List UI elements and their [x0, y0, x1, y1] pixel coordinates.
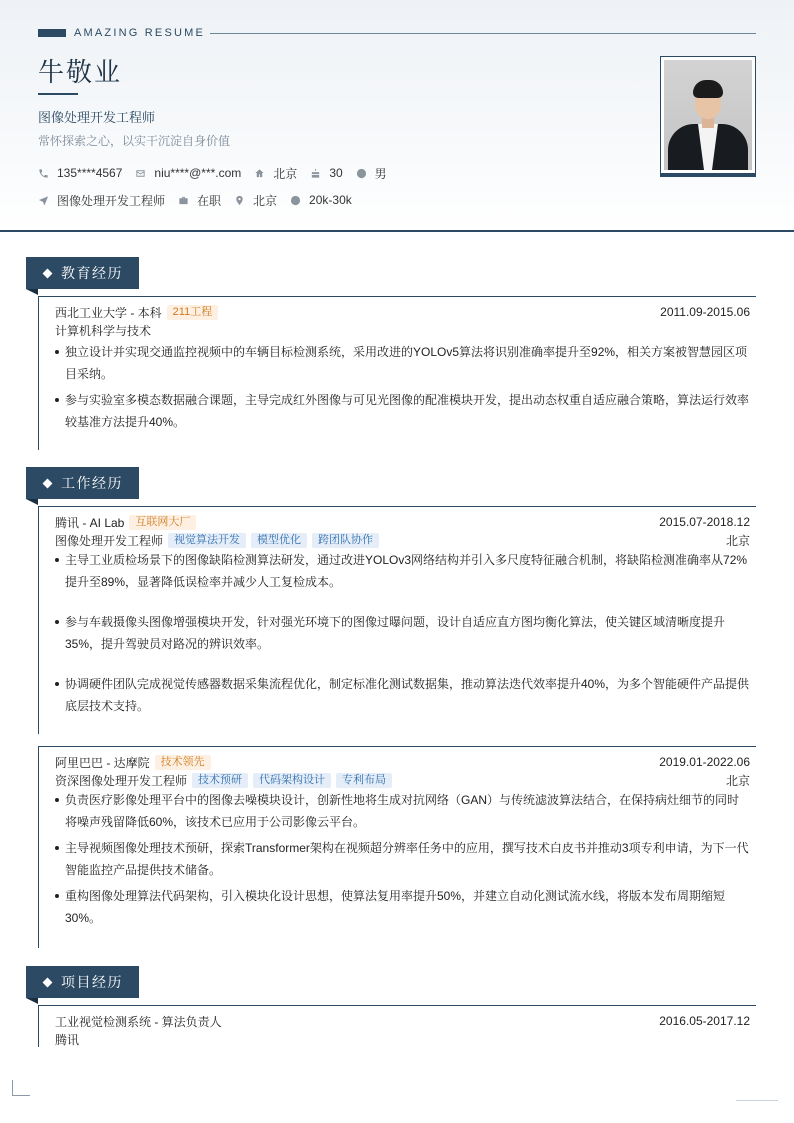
work-bullet: 主导视频图像处理技术预研，探索Transformer架构在视频超分辨率任务中的应用，撰写技术白皮书并推动3项专利申请，为下一代智能监控产品提供技术储备。: [39, 837, 756, 881]
intent-status: [178, 192, 221, 209]
age-text: 30: [329, 166, 343, 180]
work-entry-head: [39, 753, 756, 771]
job-title: 资深图像处理开发工程师: [55, 773, 188, 788]
money-icon: [290, 195, 301, 206]
gender-text: 男: [374, 166, 387, 181]
send-icon: [38, 195, 49, 206]
profile-photo-frame: [660, 56, 756, 174]
tagline-bar: [38, 29, 66, 37]
section-title-text: 教育经历: [61, 265, 123, 281]
work-entry-sub: [39, 771, 756, 789]
intent-salary: [290, 193, 352, 207]
section-title-text: 项目经历: [61, 974, 123, 990]
intent-position-text: 图像处理开发工程师: [57, 193, 166, 208]
education-entry: [38, 296, 756, 450]
briefcase-icon: [178, 195, 189, 206]
project-entry: [38, 1005, 756, 1047]
tagline-row: [38, 26, 756, 40]
resume-header: [0, 0, 794, 232]
project-org: 腾讯: [55, 1032, 80, 1047]
company-tag: 互联网大厂: [129, 515, 196, 530]
phone-text: 135****4567: [57, 166, 123, 180]
project-entry-head: [39, 1012, 756, 1030]
work-date: 2019.01-2022.06: [659, 755, 750, 769]
major: 计算机科学与技术: [55, 323, 152, 338]
skill-tag: 视觉算法开发: [168, 533, 246, 548]
candidate-name: 牛敬业: [38, 58, 123, 88]
work-date: 2015.07-2018.12: [659, 515, 750, 529]
cake-icon: [310, 168, 321, 179]
skill-tag: 技术预研: [192, 773, 248, 788]
work-entry: [38, 746, 756, 948]
work-bullet: 协调硬件团队完成视觉传感器数据采集流程优化，制定标准化测试数据集，推动算法迭代效率提升40%，为多个智能硬件产品提供底层技术支持。: [39, 673, 756, 717]
work-bullet: 主导工业质检场景下的图像缺陷检测算法研发，通过改进YOLOv3网络结构并引入多尺度特征融合机制，将缺陷检测准确率从72%提升至89%，显著降低误检率并减少人工复检成本。: [39, 549, 756, 593]
company-tag: 技术领先: [155, 755, 211, 770]
project-date: 2016.05-2017.12: [659, 1014, 750, 1028]
section-title-work: [26, 467, 139, 499]
intent-position: [38, 192, 165, 209]
education-entry-head: [39, 303, 756, 321]
gender-icon: [356, 168, 367, 179]
phone-icon: [38, 168, 49, 179]
info-email: [135, 166, 241, 180]
education-entry-sub: [39, 321, 756, 339]
home-icon: [254, 168, 265, 179]
info-age: [310, 166, 342, 180]
work-entry-sub: [39, 531, 756, 549]
work-entry: [38, 506, 756, 734]
work-entry-head: [39, 513, 756, 531]
candidate-motto: 常怀探索之心，以实干沉淀自身价值: [38, 134, 231, 148]
work-bullet: 重构图像处理算法代码架构，引入模块化设计思想，使算法复用率提升50%，并建立自动化测试流水线，将版本发布周期缩短30%。: [39, 885, 756, 929]
email-text: niu****@***.com: [154, 166, 242, 180]
info-home: [254, 165, 297, 182]
intent-status-text: 在职: [197, 193, 222, 208]
contact-info-row: [38, 165, 400, 181]
work-bullet: 参与车载摄像头图像增强模块开发，针对强光环境下的图像过曝问题，设计自适应直方图均衡化算法，使关键区域清晰度提升35%，提升驾驶员对路况的辨识效率。: [39, 611, 756, 655]
intent-city: [234, 192, 277, 209]
tagline-divider: [210, 33, 756, 34]
candidate-role: 图像处理开发工程师: [38, 110, 156, 125]
diamond-icon: [43, 268, 53, 278]
education-date: 2011.09-2015.06: [660, 305, 750, 319]
diamond-icon: [43, 977, 53, 987]
skill-tag: 代码架构设计: [253, 773, 331, 788]
work-city: 北京: [725, 773, 750, 788]
school-tag: 211工程: [167, 305, 219, 320]
tagline-text: AMAZING RESUME: [74, 27, 206, 39]
skill-tag: 专利布局: [336, 773, 392, 788]
project-entry-sub: [39, 1030, 756, 1048]
section-title-text: 工作经历: [61, 475, 123, 491]
mail-icon: [135, 168, 146, 179]
education-bullet: 参与实验室多模态数据融合课题，主导完成红外图像与可见光图像的配准模块开发，提出动态权重自适应融合策略，算法运行效率较基准方法提升40%。: [39, 389, 756, 433]
intent-city-text: 北京: [253, 193, 278, 208]
skill-tag: 模型优化: [251, 533, 307, 548]
work-bullet: 负责医疗影像处理平台中的图像去噪模块设计，创新性地将生成对抗网络（GAN）与传统滤波算法结合，在保持病灶细节的同时将噪声残留降低60%，该技术已应用于公司影像云平台。: [39, 789, 756, 833]
job-title: 图像处理开发工程师: [55, 533, 164, 548]
intent-salary-text: 20k-30k: [309, 193, 352, 207]
name-underline: [38, 93, 78, 95]
company-name: 腾讯 - AI Lab: [55, 515, 125, 530]
home-text: 北京: [273, 166, 298, 181]
section-title-projects: [26, 966, 139, 998]
section-title-education: [26, 257, 139, 289]
company-name: 阿里巴巴 - 达摩院: [55, 755, 150, 770]
page-corner-line: [736, 1100, 778, 1101]
profile-photo: [664, 60, 752, 170]
info-phone: [38, 166, 122, 180]
diamond-icon: [43, 478, 53, 488]
page-corner-mark: [12, 1080, 30, 1096]
job-intent-row: [38, 192, 365, 208]
project-name: 工业视觉检测系统 - 算法负责人: [55, 1014, 222, 1029]
school-name: 西北工业大学 - 本科: [55, 305, 162, 320]
location-pin-icon: [234, 195, 245, 206]
skill-tag: 跨团队协作: [312, 533, 379, 548]
info-gender: [356, 165, 387, 182]
work-city: 北京: [725, 533, 750, 548]
education-bullet: 独立设计并实现交通监控视频中的车辆目标检测系统，采用改进的YOLOv5算法将识别准确率提升至92%，相关方案被智慧园区项目采纳。: [39, 341, 756, 385]
